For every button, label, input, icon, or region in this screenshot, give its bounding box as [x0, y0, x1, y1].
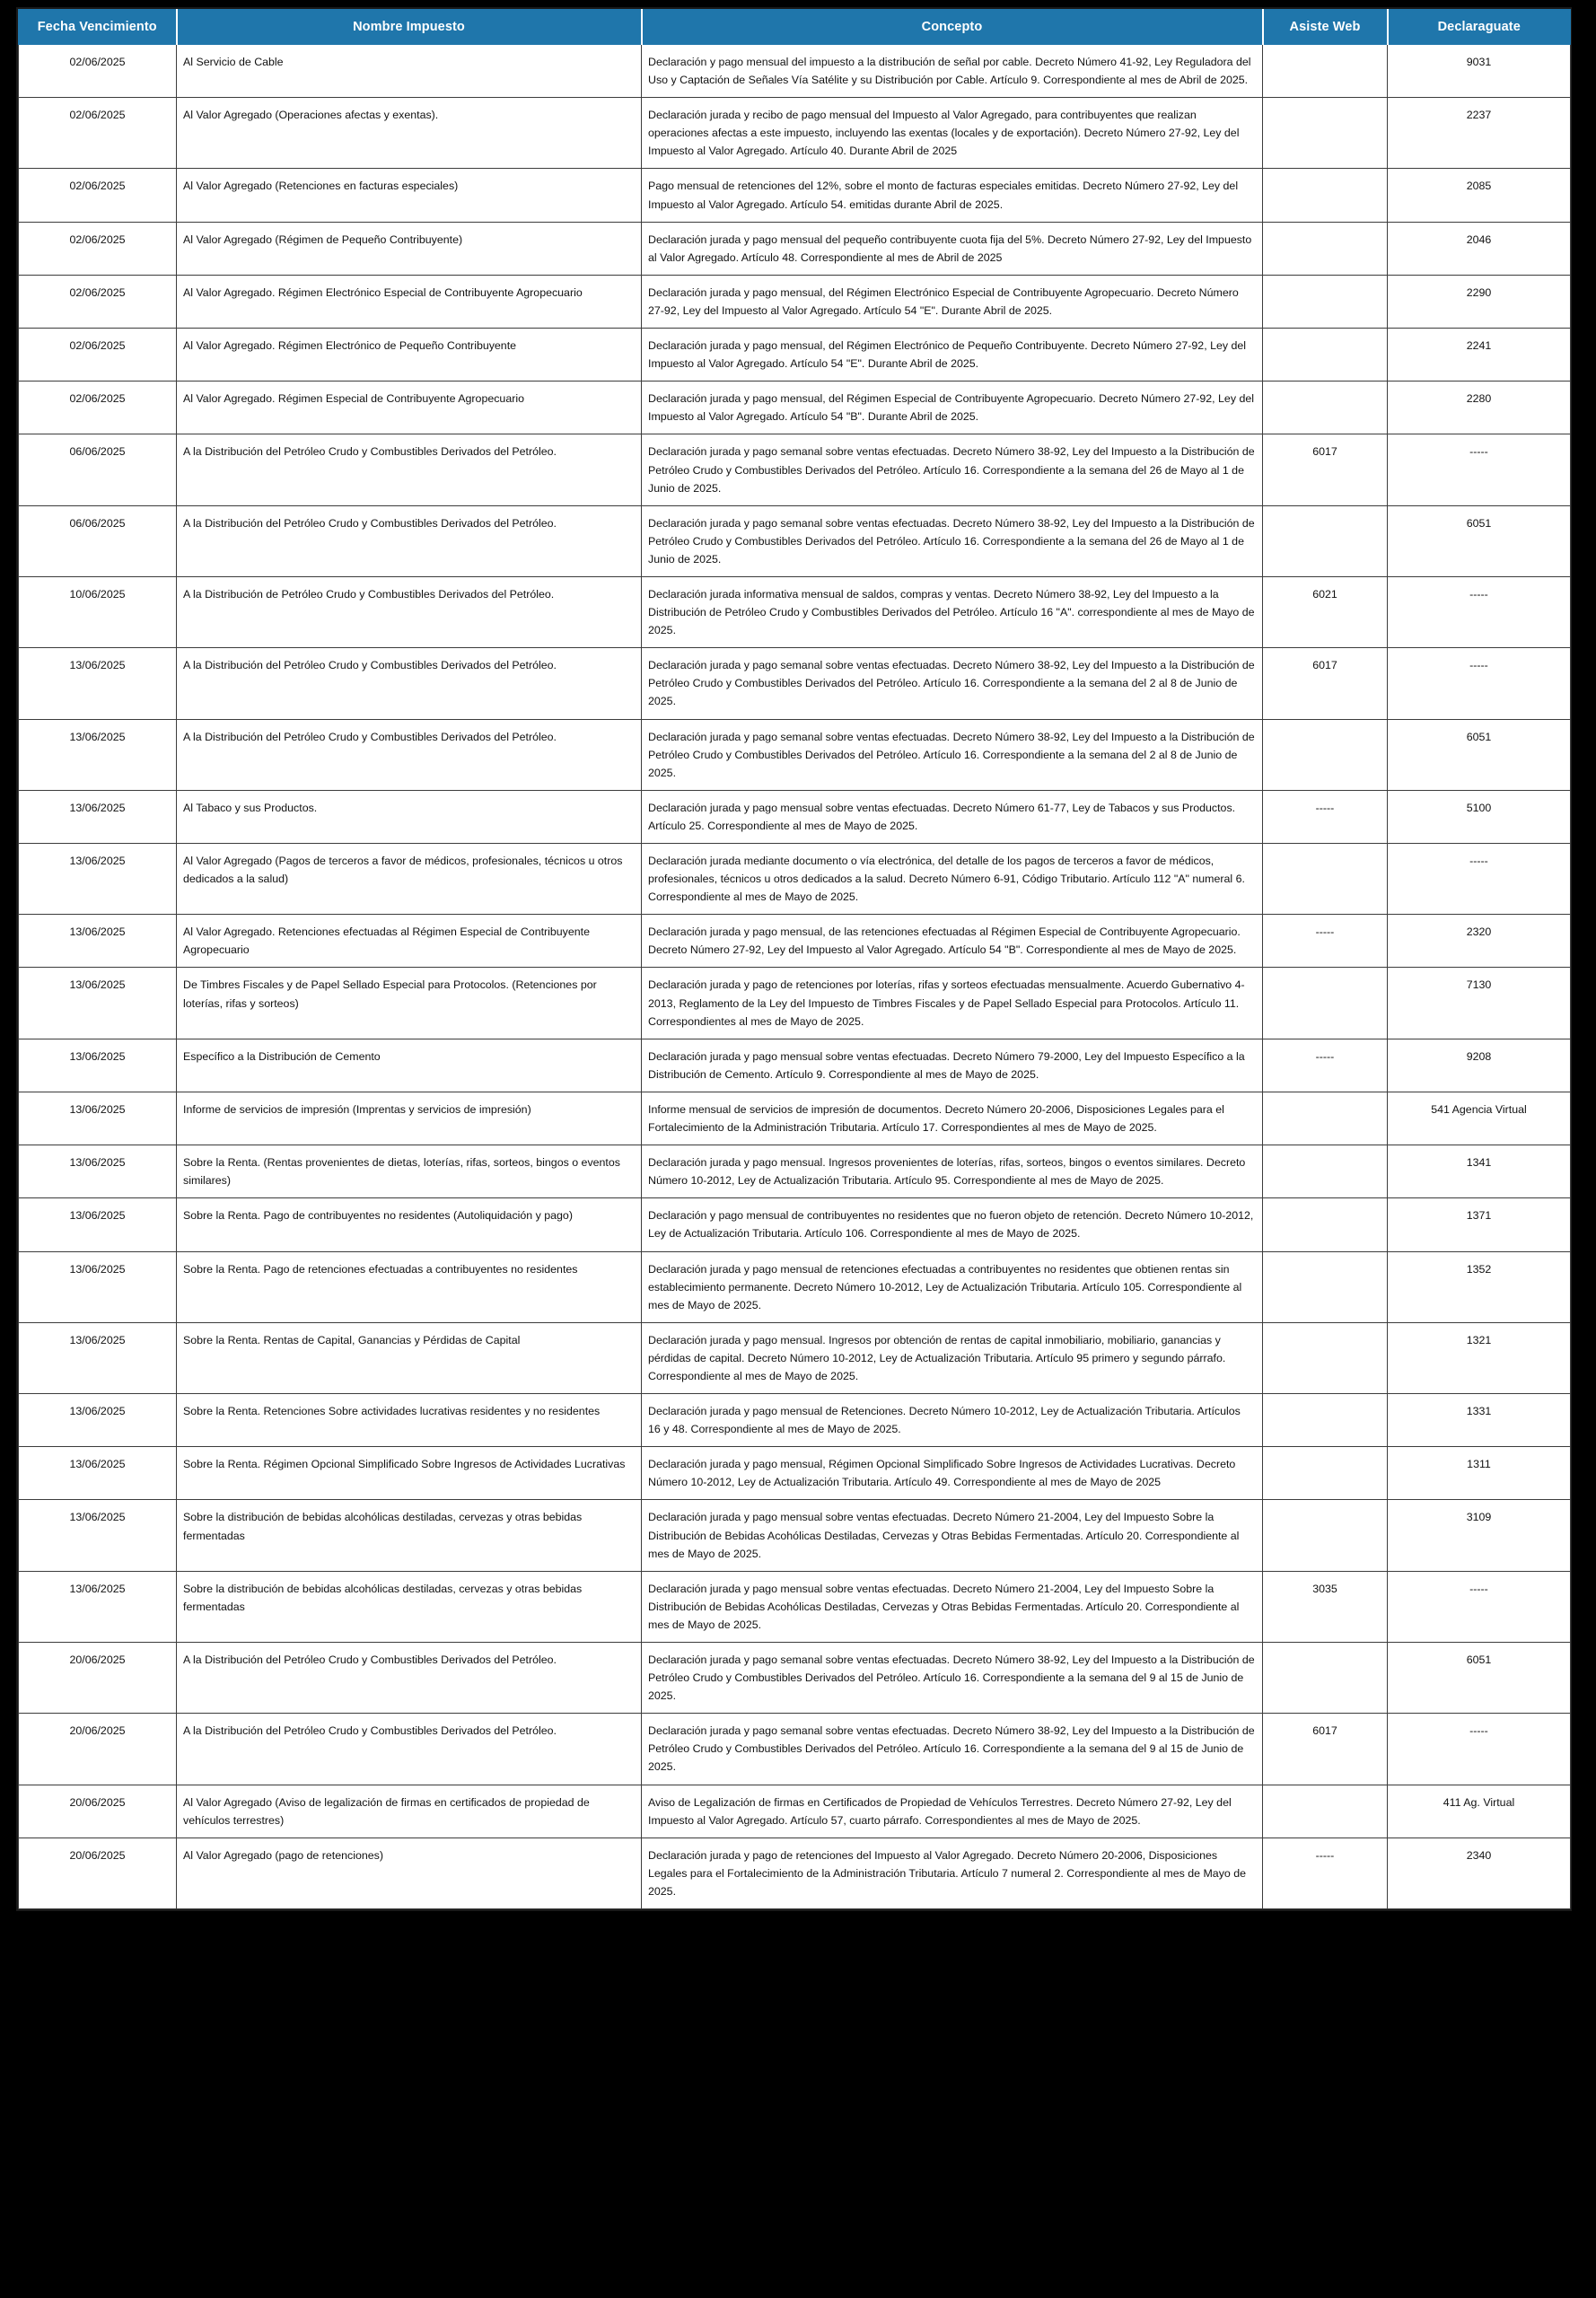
cell-fecha-vencimiento: 13/06/2025: [19, 844, 177, 915]
cell-concepto: Declaración jurada y pago semanal sobre ventas efectuadas. Decreto Número 38-92, Ley del Impuesto a la Distribución de Petróleo Crudo y Combustibles Derivados del Petróleo. Artículo 16. Correspondiente a la semana del 9 al 15 de Junio de 2025.: [642, 1714, 1263, 1785]
cell-asiste-web: [1263, 1500, 1388, 1571]
table-row: [19, 1785, 1571, 1838]
cell-fecha-vencimiento: 13/06/2025: [19, 968, 177, 1039]
cell-nombre-impuesto: Al Servicio de Cable: [177, 45, 642, 98]
cell-asiste-web: 6017: [1263, 434, 1388, 505]
cell-asiste-web: [1263, 1251, 1388, 1322]
cell-declaraguate: -----: [1388, 648, 1571, 719]
table-row: [19, 1039, 1571, 1092]
table-row: [19, 1447, 1571, 1500]
cell-concepto: Declaración jurada y pago semanal sobre ventas efectuadas. Decreto Número 38-92, Ley del Impuesto a la Distribución de Petróleo Crudo y Combustibles Derivados del Petróleo. Artículo 16. Correspondiente a la semana del 2 al 8 de Junio de 2025.: [642, 719, 1263, 790]
cell-concepto: Declaración jurada informativa mensual de saldos, compras y ventas. Decreto Número 38-92, Ley del Impuesto a la Distribución de Petróleo Crudo y Combustibles Derivados del Petróleo. Artículo 16 "A". correspondiente al mes de Mayo de 2025.: [642, 576, 1263, 647]
cell-asiste-web: [1263, 1145, 1388, 1198]
cell-concepto: Declaración jurada y pago mensual. Ingresos provenientes de loterías, rifas, sorteos, bingos o eventos similares. Decreto Número 10-2012, Ley de Actualización Tributaria. Artículo 95. Correspondiente al mes de Mayo de 2025.: [642, 1145, 1263, 1198]
cell-declaraguate: 411 Ag. Virtual: [1388, 1785, 1571, 1838]
table-row: [19, 1643, 1571, 1714]
cell-nombre-impuesto: A la Distribución del Petróleo Crudo y Combustibles Derivados del Petróleo.: [177, 1714, 642, 1785]
table-row: [19, 1571, 1571, 1642]
cell-concepto: Declaración jurada y pago mensual, Régimen Opcional Simplificado Sobre Ingresos de Actividades Lucrativas. Decreto Número 10-2012, Ley de Actualización Tributaria. Artículo 49. Correspondiente al mes de Mayo de 2025: [642, 1447, 1263, 1500]
table-row: [19, 1714, 1571, 1785]
cell-nombre-impuesto: Al Valor Agregado. Régimen Electrónico Especial de Contribuyente Agropecuario: [177, 275, 642, 328]
cell-nombre-impuesto: Sobre la Renta. Pago de retenciones efectuadas a contribuyentes no residentes: [177, 1251, 642, 1322]
cell-concepto: Declaración jurada y pago mensual sobre ventas efectuadas. Decreto Número 21-2004, Ley del Impuesto Sobre la Distribución de Bebidas Acohólicas Destiladas, Cervezas y Otras Bebidas Fermentadas. Artículo 20. Correspondiente al mes de Mayo de 2025.: [642, 1500, 1263, 1571]
cell-declaraguate: 6051: [1388, 1643, 1571, 1714]
table-row: [19, 915, 1571, 968]
column-header-declaraguate: Declaraguate: [1388, 10, 1571, 45]
cell-concepto: Pago mensual de retenciones del 12%, sobre el monto de facturas especiales emitidas. Decreto Número 27-92, Ley del Impuesto al Valor Agregado. Artículo 54. emitidas durante Abril de 2025.: [642, 169, 1263, 222]
cell-asiste-web: [1263, 968, 1388, 1039]
cell-concepto: Declaración jurada y pago mensual, del Régimen Electrónico Especial de Contribuyente Agropecuario. Decreto Número 27-92, Ley del Impuesto al Valor Agregado. Artículo 54 "E". Durante Abril de 2025.: [642, 275, 1263, 328]
table-row: [19, 434, 1571, 505]
cell-fecha-vencimiento: 13/06/2025: [19, 1571, 177, 1642]
cell-declaraguate: 2046: [1388, 222, 1571, 275]
cell-declaraguate: -----: [1388, 576, 1571, 647]
cell-asiste-web: 3035: [1263, 1571, 1388, 1642]
cell-concepto: Declaración y pago mensual del impuesto a la distribución de señal por cable. Decreto Número 41-92, Ley Reguladora del Uso y Captación de Señales Vía Satélite y su Distribución por Cable. Artículo 9. Correspondiente al mes de Abril de 2025.: [642, 45, 1263, 98]
table-row: [19, 275, 1571, 328]
cell-fecha-vencimiento: 13/06/2025: [19, 1251, 177, 1322]
cell-nombre-impuesto: Al Valor Agregado (Régimen de Pequeño Contribuyente): [177, 222, 642, 275]
cell-asiste-web: -----: [1263, 915, 1388, 968]
column-header-nombre-impuesto: Nombre Impuesto: [177, 10, 642, 45]
cell-declaraguate: 9208: [1388, 1039, 1571, 1092]
table-row: [19, 648, 1571, 719]
cell-asiste-web: [1263, 1394, 1388, 1447]
table-row: [19, 1838, 1571, 1908]
table-row: [19, 1198, 1571, 1251]
column-header-concepto: Concepto: [642, 10, 1263, 45]
cell-fecha-vencimiento: 06/06/2025: [19, 434, 177, 505]
cell-nombre-impuesto: Sobre la Renta. Retenciones Sobre actividades lucrativas residentes y no residentes: [177, 1394, 642, 1447]
cell-nombre-impuesto: A la Distribución del Petróleo Crudo y Combustibles Derivados del Petróleo.: [177, 648, 642, 719]
cell-nombre-impuesto: Al Valor Agregado (Aviso de legalización de firmas en certificados de propiedad de vehículos terrestres): [177, 1785, 642, 1838]
cell-asiste-web: [1263, 505, 1388, 576]
cell-nombre-impuesto: Al Valor Agregado (Pagos de terceros a favor de médicos, profesionales, técnicos u otros dedicados a la salud): [177, 844, 642, 915]
cell-asiste-web: 6017: [1263, 1714, 1388, 1785]
cell-nombre-impuesto: Sobre la distribución de bebidas alcohólicas destiladas, cervezas y otras bebidas fermentadas: [177, 1500, 642, 1571]
cell-concepto: Declaración jurada y recibo de pago mensual del Impuesto al Valor Agregado, para contribuyentes que realizan operaciones afectas a este impuesto, incluyendo las exentas (locales y de exportación). Decreto Número 27-92, Ley del Impuesto al Valor Agregado. Artículo 40. Durante Abril de 2025: [642, 98, 1263, 169]
cell-nombre-impuesto: Al Valor Agregado (Retenciones en facturas especiales): [177, 169, 642, 222]
cell-nombre-impuesto: A la Distribución del Petróleo Crudo y Combustibles Derivados del Petróleo.: [177, 1643, 642, 1714]
table-row: [19, 968, 1571, 1039]
cell-fecha-vencimiento: 02/06/2025: [19, 45, 177, 98]
column-header-fecha-vencimiento: Fecha Vencimiento: [19, 10, 177, 45]
cell-declaraguate: 1321: [1388, 1322, 1571, 1393]
cell-nombre-impuesto: Al Valor Agregado. Régimen Electrónico de Pequeño Contribuyente: [177, 329, 642, 382]
cell-fecha-vencimiento: 13/06/2025: [19, 648, 177, 719]
cell-declaraguate: 1311: [1388, 1447, 1571, 1500]
cell-fecha-vencimiento: 13/06/2025: [19, 1039, 177, 1092]
table-row: [19, 1145, 1571, 1198]
cell-fecha-vencimiento: 20/06/2025: [19, 1643, 177, 1714]
table-row: [19, 1322, 1571, 1393]
cell-asiste-web: -----: [1263, 790, 1388, 843]
cell-nombre-impuesto: Al Valor Agregado (pago de retenciones): [177, 1838, 642, 1908]
cell-nombre-impuesto: Al Valor Agregado. Régimen Especial de Contribuyente Agropecuario: [177, 382, 642, 434]
cell-declaraguate: 2241: [1388, 329, 1571, 382]
cell-declaraguate: 5100: [1388, 790, 1571, 843]
cell-nombre-impuesto: A la Distribución del Petróleo Crudo y Combustibles Derivados del Petróleo.: [177, 434, 642, 505]
cell-nombre-impuesto: Al Valor Agregado. Retenciones efectuadas al Régimen Especial de Contribuyente Agropecuario: [177, 915, 642, 968]
cell-concepto: Declaración jurada y pago de retenciones por loterías, rifas y sorteos efectuadas mensualmente. Acuerdo Gubernativo 4-2013, Reglamento de la Ley del Impuesto de Timbres Fiscales y de Papel Sellado Especial para Protocolos. Artículo 11. Correspondientes al mes de Mayo de 2025.: [642, 968, 1263, 1039]
cell-nombre-impuesto: De Timbres Fiscales y de Papel Sellado Especial para Protocolos. (Retenciones por loterías, rifas y sorteos): [177, 968, 642, 1039]
cell-declaraguate: 3109: [1388, 1500, 1571, 1571]
cell-concepto: Declaración jurada y pago semanal sobre ventas efectuadas. Decreto Número 38-92, Ley del Impuesto a la Distribución de Petróleo Crudo y Combustibles Derivados del Petróleo. Artículo 16. Correspondiente a la semana del 26 de Mayo al 1 de Junio de 2025.: [642, 434, 1263, 505]
table-row: [19, 790, 1571, 843]
cell-fecha-vencimiento: 02/06/2025: [19, 382, 177, 434]
cell-declaraguate: 1371: [1388, 1198, 1571, 1251]
cell-declaraguate: -----: [1388, 844, 1571, 915]
cell-fecha-vencimiento: 13/06/2025: [19, 1198, 177, 1251]
cell-asiste-web: [1263, 275, 1388, 328]
cell-concepto: Declaración jurada y pago mensual de retenciones efectuadas a contribuyentes no residentes que obtienen rentas sin establecimiento permanente. Decreto Número 10-2012, Ley de Actualización Tributaria. Artículo 105. Correspondiente al mes de Mayo de 2025.: [642, 1251, 1263, 1322]
cell-fecha-vencimiento: 02/06/2025: [19, 275, 177, 328]
cell-declaraguate: -----: [1388, 434, 1571, 505]
table-body: [19, 45, 1571, 1909]
cell-fecha-vencimiento: 02/06/2025: [19, 222, 177, 275]
cell-fecha-vencimiento: 20/06/2025: [19, 1714, 177, 1785]
cell-concepto: Informe mensual de servicios de impresión de documentos. Decreto Número 20-2006, Disposiciones Legales para el Fortalecimiento de la Administración Tributaria. Artículo 17. Correspondientes al mes de Mayo de 2025.: [642, 1092, 1263, 1145]
cell-asiste-web: [1263, 844, 1388, 915]
cell-concepto: Declaración jurada y pago de retenciones del Impuesto al Valor Agregado. Decreto Número 20-2006, Disposiciones Legales para el Fortalecimiento de la Administración Tributaria. Artículo 7 numeral 2. Correspondiente al mes de Mayo de 2025.: [642, 1838, 1263, 1908]
table-row: [19, 382, 1571, 434]
table-row: [19, 1092, 1571, 1145]
cell-concepto: Declaración jurada y pago mensual de Retenciones. Decreto Número 10-2012, Ley de Actualización Tributaria. Artículos 16 y 48. Correspondiente al mes de Mayo de 2025.: [642, 1394, 1263, 1447]
cell-fecha-vencimiento: 13/06/2025: [19, 915, 177, 968]
cell-asiste-web: [1263, 169, 1388, 222]
cell-asiste-web: [1263, 1198, 1388, 1251]
table-row: [19, 329, 1571, 382]
cell-fecha-vencimiento: 06/06/2025: [19, 505, 177, 576]
cell-declaraguate: 7130: [1388, 968, 1571, 1039]
cell-concepto: Declaración jurada y pago mensual, del Régimen Especial de Contribuyente Agropecuario. Decreto Número 27-92, Ley del Impuesto al Valor Agregado. Artículo 54 "B". Durante Abril de 2025.: [642, 382, 1263, 434]
cell-nombre-impuesto: Sobre la Renta. (Rentas provenientes de dietas, loterías, rifas, sorteos, bingos o eventos similares): [177, 1145, 642, 1198]
cell-fecha-vencimiento: 02/06/2025: [19, 169, 177, 222]
cell-declaraguate: 6051: [1388, 719, 1571, 790]
cell-nombre-impuesto: Sobre la Renta. Pago de contribuyentes no residentes (Autoliquidación y pago): [177, 1198, 642, 1251]
cell-declaraguate: 1341: [1388, 1145, 1571, 1198]
cell-fecha-vencimiento: 13/06/2025: [19, 1322, 177, 1393]
cell-concepto: Declaración jurada mediante documento o vía electrónica, del detalle de los pagos de terceros a favor de médicos, profesionales, técnicos u otros dedicados a la salud. Decreto Número 6-91, Código Tributario. Artículo 112 "A" numeral 6. Correspondiente al mes de Mayo de 2025.: [642, 844, 1263, 915]
tax-calendar-table: [18, 9, 1571, 1909]
cell-concepto: Declaración jurada y pago mensual sobre ventas efectuadas. Decreto Número 21-2004, Ley del Impuesto Sobre la Distribución de Bebidas Acohólicas Destiladas, Cervezas y Otras Bebidas Fermentadas. Artículo 20. Correspondiente al mes de Mayo de 2025.: [642, 1571, 1263, 1642]
cell-asiste-web: [1263, 222, 1388, 275]
cell-nombre-impuesto: Sobre la Renta. Régimen Opcional Simplificado Sobre Ingresos de Actividades Lucrativas: [177, 1447, 642, 1500]
tax-calendar-table-container: [16, 7, 1572, 1911]
table-row: [19, 169, 1571, 222]
cell-fecha-vencimiento: 13/06/2025: [19, 1145, 177, 1198]
cell-declaraguate: -----: [1388, 1714, 1571, 1785]
table-row: [19, 844, 1571, 915]
cell-declaraguate: 2085: [1388, 169, 1571, 222]
cell-fecha-vencimiento: 13/06/2025: [19, 1394, 177, 1447]
table-row: [19, 98, 1571, 169]
cell-declaraguate: 2237: [1388, 98, 1571, 169]
table-row: [19, 1251, 1571, 1322]
cell-concepto: Declaración jurada y pago semanal sobre ventas efectuadas. Decreto Número 38-92, Ley del Impuesto a la Distribución de Petróleo Crudo y Combustibles Derivados del Petróleo. Artículo 16. Correspondiente a la semana del 26 de Mayo al 1 de Junio de 2025.: [642, 505, 1263, 576]
cell-declaraguate: 2290: [1388, 275, 1571, 328]
cell-asiste-web: [1263, 382, 1388, 434]
cell-concepto: Declaración jurada y pago mensual sobre ventas efectuadas. Decreto Número 79-2000, Ley del Impuesto Específico a la Distribución de Cemento. Artículo 9. Correspondiente al mes de Mayo de 2025.: [642, 1039, 1263, 1092]
cell-concepto: Declaración jurada y pago mensual, del Régimen Electrónico de Pequeño Contribuyente. Decreto Número 27-92, Ley del Impuesto al Valor Agregado. Artículo 54 "E". Durante Abril de 2025.: [642, 329, 1263, 382]
cell-declaraguate: 1331: [1388, 1394, 1571, 1447]
table-row: [19, 222, 1571, 275]
cell-fecha-vencimiento: 13/06/2025: [19, 1500, 177, 1571]
cell-fecha-vencimiento: 13/06/2025: [19, 1092, 177, 1145]
cell-fecha-vencimiento: 02/06/2025: [19, 329, 177, 382]
table-row: [19, 1500, 1571, 1571]
cell-declaraguate: -----: [1388, 1571, 1571, 1642]
cell-concepto: Declaración jurada y pago mensual del pequeño contribuyente cuota fija del 5%. Decreto Número 27-92, Ley del Impuesto al Valor Agregado. Artículo 48. Correspondiente al mes de Abril de 2025: [642, 222, 1263, 275]
cell-declaraguate: 541 Agencia Virtual: [1388, 1092, 1571, 1145]
cell-asiste-web: [1263, 1322, 1388, 1393]
cell-nombre-impuesto: Sobre la distribución de bebidas alcohólicas destiladas, cervezas y otras bebidas fermentadas: [177, 1571, 642, 1642]
cell-asiste-web: [1263, 1447, 1388, 1500]
cell-asiste-web: [1263, 719, 1388, 790]
cell-concepto: Declaración jurada y pago mensual sobre ventas efectuadas. Decreto Número 61-77, Ley de Tabacos y sus Productos. Artículo 25. Correspondiente al mes de Mayo de 2025.: [642, 790, 1263, 843]
cell-nombre-impuesto: Específico a la Distribución de Cemento: [177, 1039, 642, 1092]
cell-asiste-web: 6017: [1263, 648, 1388, 719]
table-row: [19, 719, 1571, 790]
cell-concepto: Declaración jurada y pago semanal sobre ventas efectuadas. Decreto Número 38-92, Ley del Impuesto a la Distribución de Petróleo Crudo y Combustibles Derivados del Petróleo. Artículo 16. Correspondiente a la semana del 9 al 15 de Junio de 2025.: [642, 1643, 1263, 1714]
table-header: [19, 10, 1571, 45]
table-row: [19, 45, 1571, 98]
table-header-row: [19, 10, 1571, 45]
cell-declaraguate: 9031: [1388, 45, 1571, 98]
cell-asiste-web: [1263, 1785, 1388, 1838]
cell-fecha-vencimiento: 13/06/2025: [19, 1447, 177, 1500]
cell-nombre-impuesto: Al Valor Agregado (Operaciones afectas y exentas).: [177, 98, 642, 169]
cell-fecha-vencimiento: 20/06/2025: [19, 1838, 177, 1908]
cell-asiste-web: [1263, 1092, 1388, 1145]
cell-asiste-web: [1263, 98, 1388, 169]
cell-fecha-vencimiento: 13/06/2025: [19, 719, 177, 790]
cell-nombre-impuesto: Sobre la Renta. Rentas de Capital, Ganancias y Pérdidas de Capital: [177, 1322, 642, 1393]
cell-fecha-vencimiento: 02/06/2025: [19, 98, 177, 169]
cell-fecha-vencimiento: 20/06/2025: [19, 1785, 177, 1838]
cell-declaraguate: 2280: [1388, 382, 1571, 434]
table-row: [19, 505, 1571, 576]
cell-concepto: Declaración jurada y pago semanal sobre ventas efectuadas. Decreto Número 38-92, Ley del Impuesto a la Distribución de Petróleo Crudo y Combustibles Derivados del Petróleo. Artículo 16. Correspondiente a la semana del 2 al 8 de Junio de 2025.: [642, 648, 1263, 719]
cell-declaraguate: 2320: [1388, 915, 1571, 968]
cell-asiste-web: [1263, 1643, 1388, 1714]
cell-fecha-vencimiento: 10/06/2025: [19, 576, 177, 647]
cell-nombre-impuesto: A la Distribución del Petróleo Crudo y Combustibles Derivados del Petróleo.: [177, 719, 642, 790]
cell-nombre-impuesto: Al Tabaco y sus Productos.: [177, 790, 642, 843]
cell-concepto: Declaración jurada y pago mensual, de las retenciones efectuadas al Régimen Especial de Contribuyente Agropecuario. Decreto Número 27-92, Ley del Impuesto al Valor Agregado. Artículo 54 "B". Correspondiente al mes de Mayo de 2025.: [642, 915, 1263, 968]
cell-asiste-web: -----: [1263, 1039, 1388, 1092]
cell-nombre-impuesto: Informe de servicios de impresión (Imprentas y servicios de impresión): [177, 1092, 642, 1145]
cell-asiste-web: [1263, 45, 1388, 98]
cell-concepto: Aviso de Legalización de firmas en Certificados de Propiedad de Vehículos Terrestres. Decreto Número 27-92, Ley del Impuesto al Valor Agregado. Artículo 57, cuarto párrafo. Correspondientes al mes de Mayo de 2025.: [642, 1785, 1263, 1838]
cell-declaraguate: 1352: [1388, 1251, 1571, 1322]
cell-concepto: Declaración jurada y pago mensual. Ingresos por obtención de rentas de capital inmobiliario, mobiliario, ganancias y pérdidas de capital. Decreto Número 10-2012, Ley de Actualización Tributaria. Artículo 95 primero y segundo párrafo. Correspondiente al mes de Mayo de 2025.: [642, 1322, 1263, 1393]
cell-asiste-web: -----: [1263, 1838, 1388, 1908]
cell-concepto: Declaración y pago mensual de contribuyentes no residentes que no fueron objeto de retención. Decreto Número 10-2012, Ley de Actualización Tributaria. Artículo 106. Correspondiente al mes de Mayo de 2025.: [642, 1198, 1263, 1251]
cell-nombre-impuesto: A la Distribución del Petróleo Crudo y Combustibles Derivados del Petróleo.: [177, 505, 642, 576]
column-header-asiste-web: Asiste Web: [1263, 10, 1388, 45]
cell-asiste-web: [1263, 329, 1388, 382]
cell-declaraguate: 6051: [1388, 505, 1571, 576]
cell-declaraguate: 2340: [1388, 1838, 1571, 1908]
table-row: [19, 576, 1571, 647]
cell-asiste-web: 6021: [1263, 576, 1388, 647]
table-row: [19, 1394, 1571, 1447]
cell-fecha-vencimiento: 13/06/2025: [19, 790, 177, 843]
cell-nombre-impuesto: A la Distribución de Petróleo Crudo y Combustibles Derivados del Petróleo.: [177, 576, 642, 647]
